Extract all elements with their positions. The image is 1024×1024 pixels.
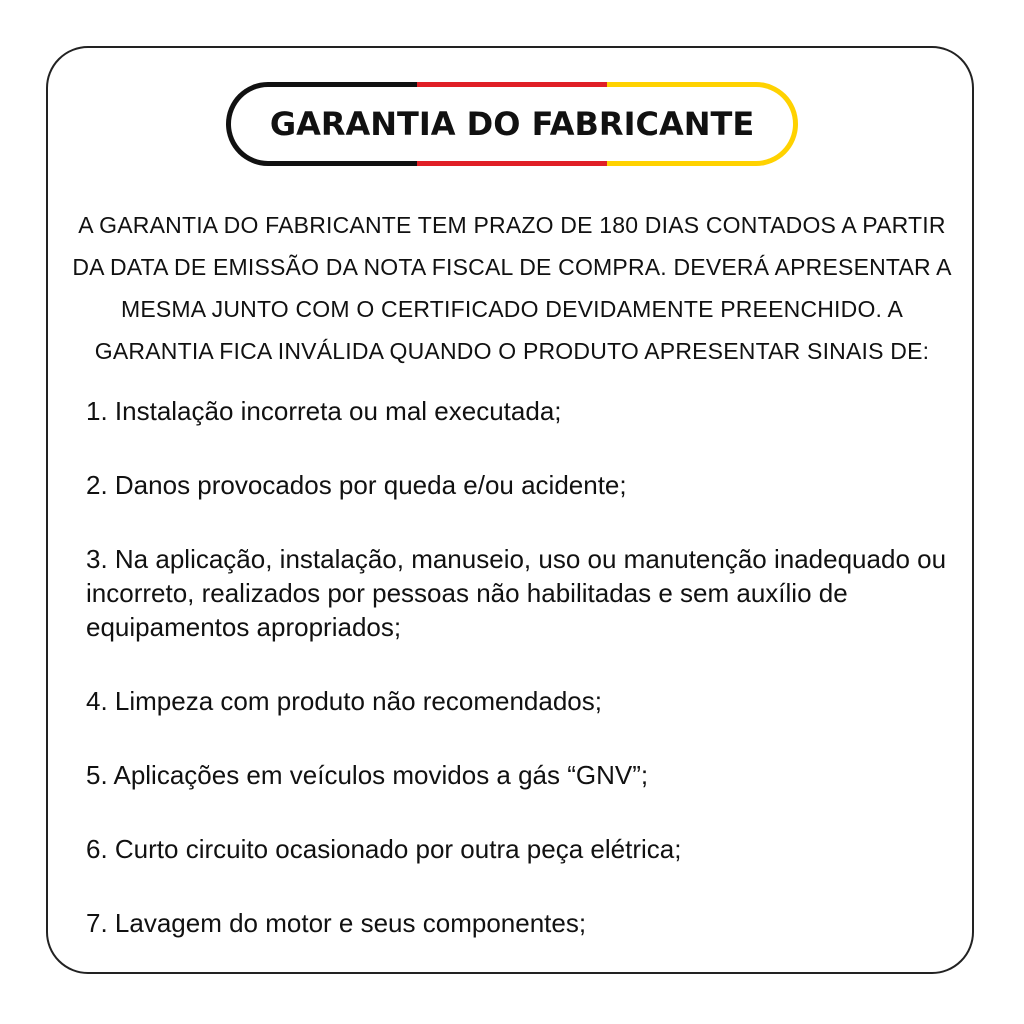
page-title: GARANTIA DO FABRICANTE xyxy=(269,105,755,143)
list-item: 5. Aplicações em veículos movidos a gás “GNV”; xyxy=(86,760,649,790)
intro-paragraph: A GARANTIA DO FABRICANTE TEM PRAZO DE 180 DIAS CONTADOS A PARTIR DA DATA DE EMISSÃO DA NOTA FISCAL DE COMPRA. DEVERÁ APRESENTAR A MESMA JUNTO COM O CERTIFICADO DEVIDAMENTE PREENCHIDO. A GARANTIA FICA INVÁLIDA QUANDO O PRODUTO APRESENTAR SINAIS DE: xyxy=(72,212,952,364)
title-badge xyxy=(226,82,798,166)
list-item: 6. Curto circuito ocasionado por outra peça elétrica; xyxy=(86,834,682,864)
list-item: 2. Danos provocados por queda e/ou acidente; xyxy=(86,470,627,500)
list-item: 3. Na aplicação, instalação, manuseio, uso ou manutenção inadequado ou incorreto, realizados por pessoas não habilitadas e sem auxílio de equipamentos apropriados; xyxy=(86,544,947,642)
warranty-card xyxy=(46,46,974,974)
list-item: 4. Limpeza com produto não recomendados; xyxy=(86,686,602,716)
conditions-list xyxy=(86,394,948,980)
list-item: 1. Instalação incorreta ou mal executada; xyxy=(86,396,562,426)
list-item: 7. Lavagem do motor e seus componentes; xyxy=(86,908,587,938)
